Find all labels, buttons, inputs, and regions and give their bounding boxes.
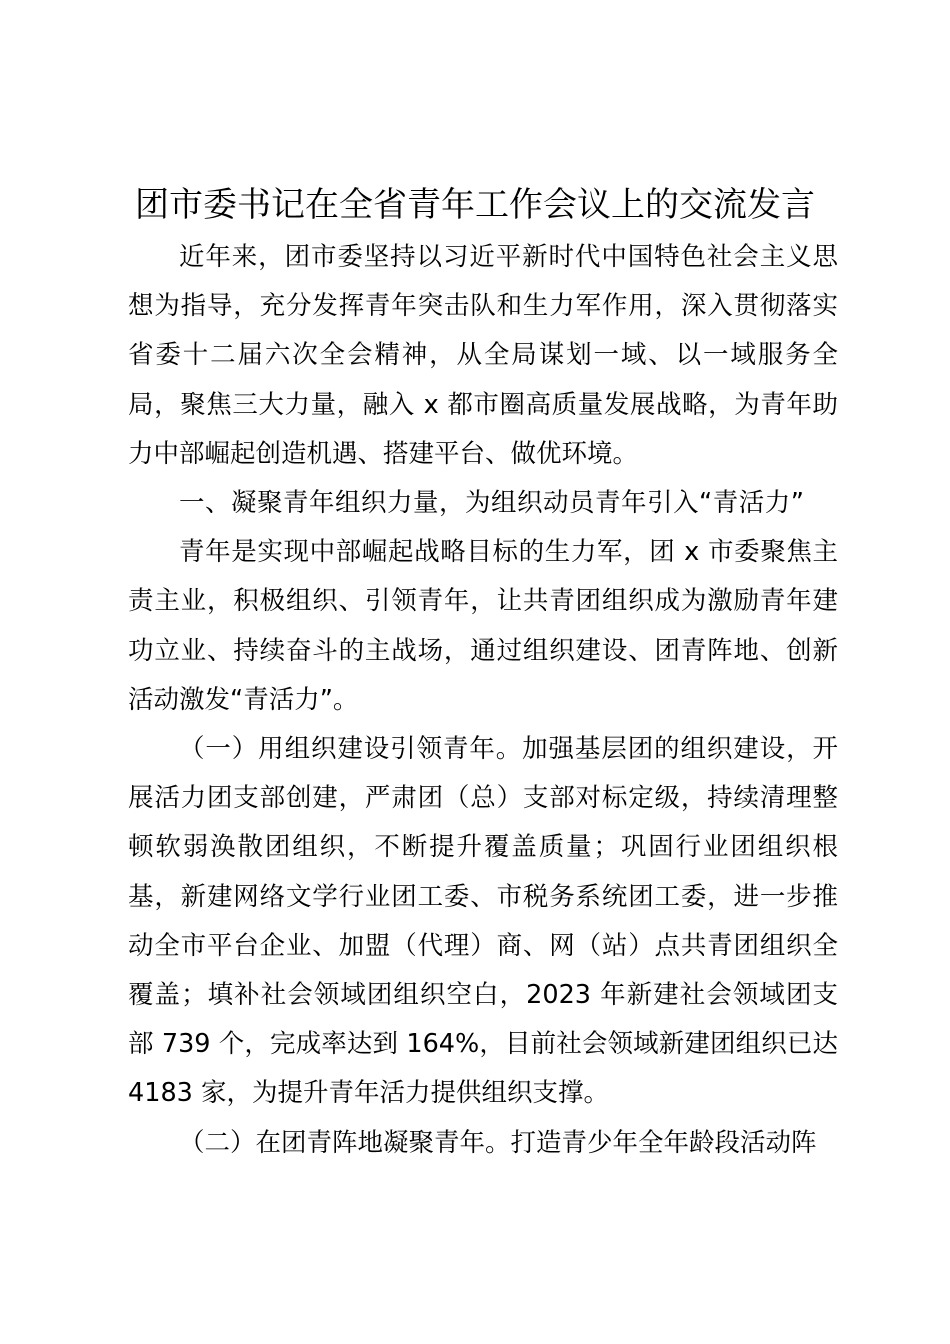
document-title: 团市委书记在全省青年工作会议上的交流发言 <box>135 185 815 225</box>
intro-paragraph: 近年来，团市委坚持以习近平新时代中国特色社会主义思想为指导，充分发挥青年突击队和生力军作用，深入贯彻落实省委十二届六次全会精神，从全局谋划一域、以一域服务全局，聚焦三大力量，融入 x 都市圈高质量发展战略，为青年助力中部崛起创造机遇、搭建平台、做优环境。 <box>128 242 838 469</box>
document-body <box>128 233 838 1168</box>
subsection-2-paragraph: （二）在团青阵地凝聚青年。打造青少年全年龄段活动阵 <box>179 1127 817 1158</box>
section-heading-1: 一、凝聚青年组织力量，为组织动员青年引入“青活力” <box>179 488 805 519</box>
subsection-1-paragraph: （一）用组织建设引领青年。加强基层团的组织建设，开展活力团支部创建，严肃团（总）支部对标定级，持续清理整顿软弱涣散团组织，不断提升覆盖质量；巩固行业团组织根基，新建网络文学行业团工委、市税务系统团工委，进一步推动全市平台企业、加盟（代理）商、网（站）点共青团组织全覆盖；填补社会领域团组织空白，2023 年新建社会领域团支部 739 个，完成率达到 164%，目前社会领域新建团组织已达 4183 家，为提升青年活力提供组织支撑。 <box>128 734 838 1109</box>
section-1-paragraph: 青年是实现中部崛起战略目标的生力军，团 x 市委聚焦主责主业，积极组织、引领青年，让共青团组织成为激励青年建功立业、持续奋斗的主战场，通过组织建设、团青阵地、创新活动激发“青活力”。 <box>128 537 838 715</box>
